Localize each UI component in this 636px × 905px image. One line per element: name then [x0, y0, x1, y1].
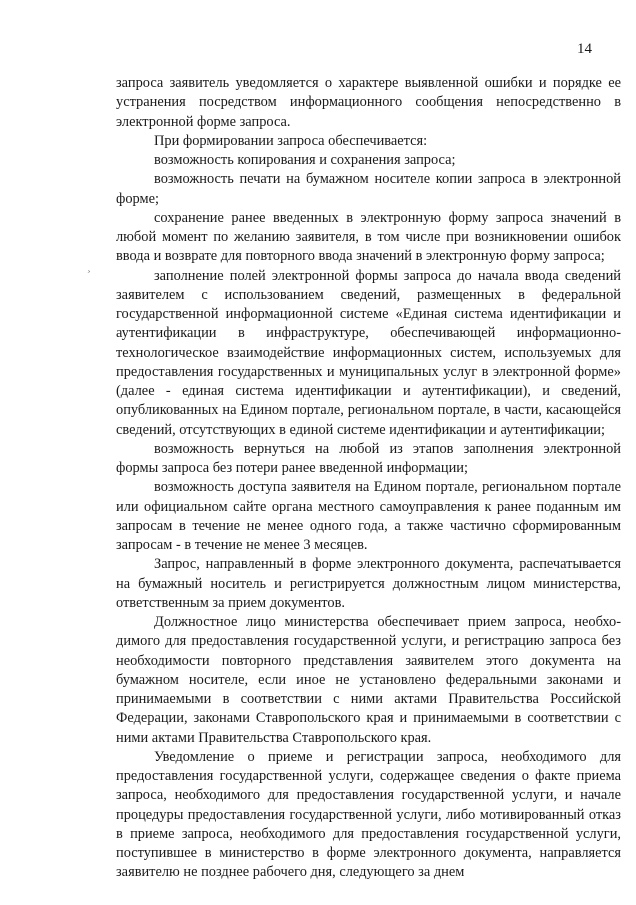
paragraph-return-step: возможность вернуться на любой из этапов заполнения электронной формы запроса без потери ранее введенной информации;	[116, 440, 621, 476]
paragraph-access-requests: возможность доступа заявителя на Едином портале, региональном портале или официальном сайте органа местного самоуправления к ранее поданным им запросам в течение не менее одного года, а также частично сформированным запросам - в течение не менее 3 месяцев.	[116, 479, 621, 553]
paragraph-request-provides: При формировании запроса обеспечивается:	[154, 132, 428, 149]
paragraph-printed-request: Запрос, направленный в форме электронного документа, распечатывается на бумажный носитель и регистрируется должностным лицом министерства, ответственным за прием документов.	[116, 556, 621, 611]
paragraph-print: возможность печати на бумажном носителе копии запроса в электронной форме;	[116, 171, 621, 207]
paragraph-notification: Уведомление о приеме и регистрации запроса, необходимого для предоставления государственной услуги, содержащее сведения о факте приема запроса, необходимого для предоставления государственной услуги, и начале процедуры предоставления государственной услуги, либо мотивированный отказ в приеме запроса, необходимого для предоставления государственной услуги, поступившее в министерство в форме электронного документа, направляется заявителю не позднее рабочего дня, следующего за днем	[116, 748, 621, 881]
paragraph-official-accepts: Должностное лицо министерства обеспечивает прием запроса, необходимого для предоставления государственной услуги, и регистрацию запроса без необходимости повторного представления заявителем этого документа на бумажном носителе, если иное не установлено федеральными законами и принимаемыми в соответствии с ними актами Правительства Российской Федерации, законами Ставропольского края и принимаемыми в соответствии с ними актами Правительства Ставропольского края.	[116, 614, 621, 746]
paragraph-save-values: сохранение ранее введенных в электронную форму запроса значений в любой момент по желанию заявителя, в том числе при возникновении ошибок ввода и возврате для повторного ввода значений в электронную форму запроса;	[116, 209, 621, 265]
paragraph-copy-save: возможность копирования и сохранения запроса;	[154, 152, 456, 168]
page-number: 14	[577, 41, 592, 57]
document-body	[116, 74, 621, 883]
paragraph-autofill: заполнение полей электронной формы запроса до начала ввода сведений заявителем с использованием сведений, размещенных в федеральной государственной информационной системе «Единая система идентификации и аутентификации в инфраструктуре, обеспечивающей информационно-технологическое взаимодействие информационных систем, используемых для предоставления государственных и муниципальных услуг в электронной форме» (далее - единая система идентификации и аутентификации), и сведений, опубликованных на Едином портале, региональном портале, в части, касающейся сведений, отсутствующих в единой системе идентификации и аутентификации;	[116, 267, 621, 438]
stray-mark: ¸	[87, 261, 91, 273]
paragraph-continuation: запроса заявитель уведомляется о характере выявленной ошибки и порядке ее устранения посредством информационного сообщения непосредственно в электронной форме запроса.	[116, 75, 621, 130]
